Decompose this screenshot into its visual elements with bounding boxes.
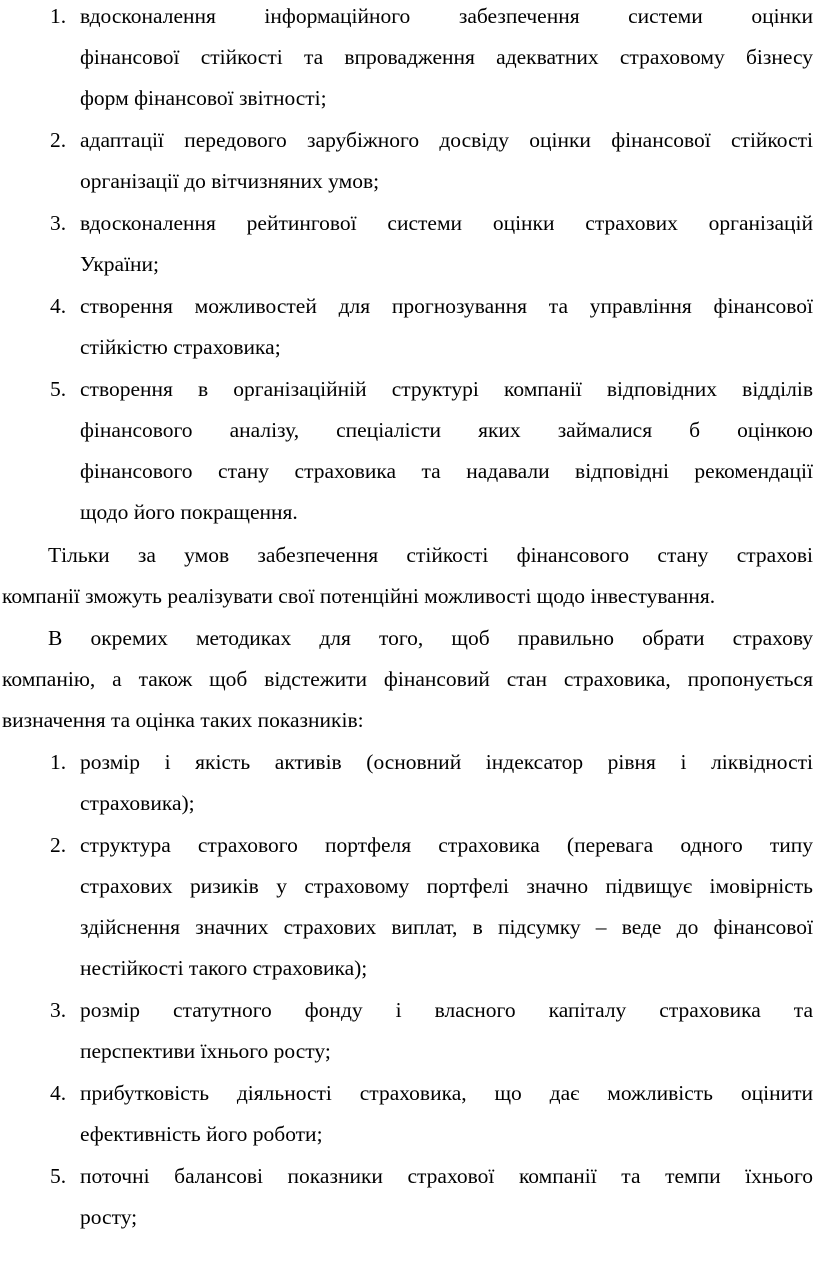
text-line: адаптації передового зарубіжного досвіду оцінки фінансової стійкості xyxy=(80,128,813,152)
list-number: 1. xyxy=(50,750,67,774)
text-line: поточні балансові показники страхової компанії та темпи їхнього xyxy=(80,1164,813,1188)
list-number: 4. xyxy=(50,294,67,318)
list-number: 3. xyxy=(50,211,67,235)
text-line: форм фінансової звітності; xyxy=(80,86,327,110)
text-line: розмір статутного фонду і власного капіталу страховика та xyxy=(80,998,813,1022)
list-number: 5. xyxy=(50,377,67,401)
text-line: компанії зможуть реалізувати свої потенційні можливості щодо інвестування. xyxy=(2,584,716,608)
text-line: створення можливостей для прогнозування та управління фінансової xyxy=(80,294,813,318)
text-line: структура страхового портфеля страховика (перевага одного типу xyxy=(80,833,813,857)
text-line: створення в організаційній структурі компанії відповідних відділів xyxy=(80,377,813,401)
text-line: визначення та оцінка таких показників: xyxy=(2,708,364,732)
text-line: страхових ризиків у страховому портфелі значно підвищує імовірність xyxy=(80,874,813,898)
list-number: 1. xyxy=(50,4,67,28)
text-line: прибутковість діяльності страховика, що дає можливість оцінити xyxy=(80,1081,813,1105)
text-line: розмір і якість активів (основний індексатор рівня і ліквідності xyxy=(80,750,813,774)
text-line: Тільки за умов забезпечення стійкості фінансового стану страхові xyxy=(48,543,813,567)
text-line: В окремих методиках для того, щоб правильно обрати страхову xyxy=(48,626,813,650)
list-number: 4. xyxy=(50,1081,67,1105)
text-line: України; xyxy=(80,252,160,276)
list-number: 3. xyxy=(50,998,67,1022)
text-line: нестійкості такого страховика); xyxy=(80,956,368,980)
text-line: фінансової стійкості та впровадження адекватних страховому бізнесу xyxy=(80,45,813,69)
text-line: вдосконалення інформаційного забезпечення системи оцінки xyxy=(80,4,813,28)
list-number: 2. xyxy=(50,833,67,857)
text-line: росту; xyxy=(80,1205,138,1229)
list-number: 2. xyxy=(50,128,67,152)
text-line: фінансового стану страховика та надавали відповідні рекомендації xyxy=(80,459,813,483)
text-line: компанію, а також щоб відстежити фінансовий стан страховика, пропонується xyxy=(2,667,813,691)
text-line: щодо його покращення. xyxy=(80,500,298,524)
text-line: страховика); xyxy=(80,791,195,815)
text-line: організації до вітчизняних умов; xyxy=(80,169,380,193)
list-number: 5. xyxy=(50,1164,67,1188)
text-line: вдосконалення рейтингової системи оцінки страхових організацій xyxy=(80,211,813,235)
text-line: стійкістю страховика; xyxy=(80,335,281,359)
text-line: здійснення значних страхових виплат, в підсумку – веде до фінансової xyxy=(80,915,813,939)
text-line: фінансового аналізу, спеціалісти яких займалися б оцінкою xyxy=(80,418,813,442)
text-line: ефективність його роботи; xyxy=(80,1122,323,1146)
text-line: перспективи їхнього росту; xyxy=(80,1039,331,1063)
